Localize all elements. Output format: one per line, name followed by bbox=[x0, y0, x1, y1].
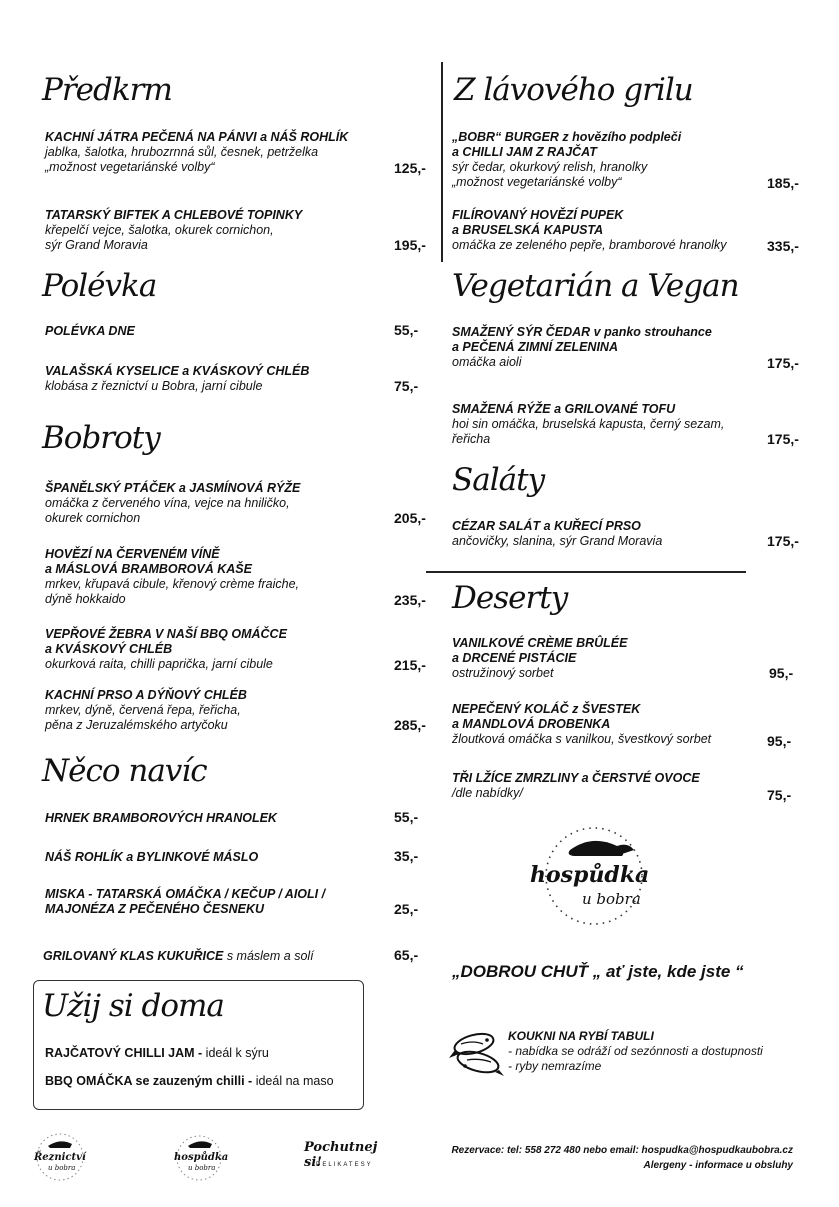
heading-vegetarian-a-vegan: Vegetarián a Vegan bbox=[452, 268, 739, 304]
item-name: GRILOVANÝ KLAS KUKUŘICE bbox=[43, 949, 224, 963]
hospudka-small-logo-sub: u bobra bbox=[188, 1164, 216, 1172]
doma-item-chilli-jam bbox=[45, 1046, 269, 1061]
heading-salaty: Saláty bbox=[452, 462, 545, 498]
fish-board-title: KOUKNI NA RYBÍ TABULI bbox=[508, 1029, 654, 1043]
item-name: POLÉVKA DNE bbox=[45, 324, 135, 338]
menu-item-rohlik bbox=[45, 850, 258, 865]
item-price: 175,- bbox=[767, 533, 799, 549]
heading-deserty: Deserty bbox=[452, 580, 568, 616]
reservation-info bbox=[400, 1143, 793, 1173]
item-price: 335,- bbox=[767, 238, 799, 254]
pochutnej-si-logo-text: Pochutnej si! bbox=[304, 1140, 378, 1170]
item-price: 185,- bbox=[767, 175, 799, 191]
item-price: 55,- bbox=[394, 809, 419, 825]
menu-item-ryze bbox=[452, 402, 724, 447]
menu-item-syr bbox=[452, 325, 712, 370]
menu-item-brulee bbox=[452, 636, 627, 681]
fish-board-line: - ryby nemrazíme bbox=[508, 1059, 602, 1073]
item-desc: pěna z Jeruzalémského artyčoku bbox=[45, 718, 228, 732]
item-name-line2: MAJONÉZA Z PEČENÉHO ČESNEKU bbox=[45, 902, 265, 916]
item-desc: mrkev, dýně, červená řepa, řeřicha, bbox=[45, 703, 241, 717]
item-name: VALAŠSKÁ KYSELICE a KVÁSKOVÝ CHLÉB bbox=[45, 364, 310, 378]
item-price: 175,- bbox=[767, 355, 799, 371]
item-price: 175,- bbox=[767, 431, 799, 447]
item-name: FILÍROVANÝ HOVĚZÍ PUPEK bbox=[452, 208, 624, 222]
item-desc: sýr čedar, okurkový relish, hranolky bbox=[452, 160, 648, 174]
section-divider bbox=[426, 571, 746, 573]
hospudka-small-logo-text: hospůdka bbox=[174, 1152, 229, 1163]
menu-item-kolac bbox=[452, 702, 711, 747]
item-name: NÁŠ ROHLÍK a BYLINKOVÉ MÁSLO bbox=[45, 850, 259, 864]
doma-item-note: ideál na maso bbox=[252, 1074, 334, 1088]
item-desc: /dle nabídky/ bbox=[452, 786, 523, 800]
item-desc: ostružinový sorbet bbox=[452, 666, 554, 680]
menu-item-zmrzlina bbox=[452, 771, 700, 801]
item-price: 215,- bbox=[394, 657, 426, 673]
item-desc: mrkev, křupavá cibule, křenový crème fraiche, bbox=[45, 577, 300, 591]
menu-item-zebra bbox=[45, 627, 287, 672]
menu-item-prso bbox=[45, 688, 247, 733]
reznictvi-logo-text: Řeznictví bbox=[34, 1152, 86, 1163]
item-desc: klobása z řeznictví u Bobra, jarní cibule bbox=[45, 379, 263, 393]
fish-icon bbox=[447, 1024, 505, 1083]
hospudka-small-logo bbox=[168, 1134, 230, 1182]
heading-bobroty: Bobroty bbox=[42, 420, 160, 456]
item-desc: dýně hokkaido bbox=[45, 592, 126, 606]
item-name: NEPEČENÝ KOLÁČ z ŠVESTEK bbox=[452, 702, 641, 716]
menu-item-miska bbox=[45, 887, 325, 917]
doma-item-name: RAJČATOVÝ CHILLI JAM - bbox=[45, 1046, 203, 1060]
item-price: 25,- bbox=[394, 901, 419, 917]
reznictvi-logo bbox=[30, 1132, 90, 1182]
item-desc: sýr Grand Moravia bbox=[45, 238, 148, 252]
item-desc: omáčka z červeného vína, vejce na hniličko, bbox=[45, 496, 290, 510]
item-price: 195,- bbox=[394, 237, 426, 253]
pochutnej-si-logo-sub: DELIKATESY bbox=[316, 1162, 373, 1168]
item-name: VANILKOVÉ CRÈME BRÛLÉE bbox=[452, 636, 628, 650]
item-name-line2: a PEČENÁ ZIMNÍ ZELENINA bbox=[452, 340, 618, 354]
heading-polevka: Polévka bbox=[42, 268, 157, 304]
menu-item-kukurice bbox=[43, 949, 314, 964]
item-name: MISKA - TATARSKÁ OMÁČKA / KEČUP / AIOLI / bbox=[45, 887, 326, 901]
item-price: 95,- bbox=[767, 733, 792, 749]
item-name: SMAŽENÝ SÝR ČEDAR v panko strouhance bbox=[452, 325, 712, 339]
heading-neco-navic: Něco navíc bbox=[42, 753, 207, 789]
item-name-line2: a CHILLI JAM Z RAJČAT bbox=[452, 145, 597, 159]
logo-sub-text: u bobra bbox=[582, 890, 641, 908]
item-desc: hoi sin omáčka, bruselská kapusta, černý sezam, bbox=[452, 417, 725, 431]
item-price: 205,- bbox=[394, 510, 426, 526]
item-price: 125,- bbox=[394, 160, 426, 176]
item-name-line2: a MANDLOVÁ DROBENKA bbox=[452, 717, 611, 731]
item-name: HOVĚZÍ NA ČERVENÉM VÍNĚ bbox=[45, 547, 220, 561]
allergens-note: Alergeny - informace u obsluhy bbox=[643, 1160, 793, 1171]
item-desc: jablka, šalotka, hrubozrnná sůl, česnek, petrželka bbox=[45, 145, 319, 159]
item-name: ŠPANĚLSKÝ PTÁČEK a JASMÍNOVÁ RÝŽE bbox=[45, 481, 301, 495]
menu-item-polevka-dne bbox=[45, 324, 135, 339]
item-desc: řeřicha bbox=[452, 432, 491, 446]
menu-item-cezar bbox=[452, 519, 662, 549]
fish-board-line: - nabídka se odráží od sezónnosti a dostupnosti bbox=[508, 1044, 763, 1058]
menu-item-kachni-jatra bbox=[45, 130, 348, 175]
item-name-line2: a BRUSELSKÁ KAPUSTA bbox=[452, 223, 604, 237]
reservation-contact: Rezervace: tel: 558 272 480 nebo email: hospudka@hospudkaubobra.cz bbox=[451, 1145, 793, 1156]
item-desc: žloutková omáčka s vanilkou, švestkový sorbet bbox=[452, 732, 712, 746]
item-name: TATARSKÝ BIFTEK A CHLEBOVÉ TOPINKY bbox=[45, 208, 303, 222]
menu-item-ptacek bbox=[45, 481, 300, 526]
heading-uzij-si-doma: Užij si doma bbox=[42, 988, 224, 1024]
item-name: „BOBR“ BURGER z hovězího podpleči bbox=[452, 130, 682, 144]
item-desc: omáčka aioli bbox=[452, 355, 522, 369]
item-desc: „možnost vegetariánské volby“ bbox=[452, 175, 622, 189]
item-price: 35,- bbox=[394, 848, 419, 864]
doma-item-name: BBQ OMÁČKA se zauzeným chilli - bbox=[45, 1074, 253, 1088]
item-price: 75,- bbox=[394, 378, 419, 394]
column-divider bbox=[441, 62, 443, 262]
item-name-line2: a KVÁSKOVÝ CHLÉB bbox=[45, 642, 173, 656]
item-price: 65,- bbox=[394, 947, 419, 963]
logo-main-text: hospůdka bbox=[530, 862, 650, 888]
item-price: 75,- bbox=[767, 787, 792, 803]
item-price: 55,- bbox=[394, 322, 419, 338]
item-name: KACHNÍ PRSO A DÝŇOVÝ CHLÉB bbox=[45, 688, 247, 702]
menu-item-pupek bbox=[452, 208, 726, 253]
doma-item-bbq bbox=[45, 1074, 334, 1089]
reznictvi-logo-sub: u bobra bbox=[48, 1164, 76, 1172]
pochutnej-si-logo bbox=[302, 1140, 386, 1174]
item-name-line2: a MÁSLOVÁ BRAMBOROVÁ KAŠE bbox=[45, 562, 252, 576]
item-name-suffix: s máslem a solí bbox=[223, 949, 314, 963]
item-name-line2: a DRCENÉ PISTÁCIE bbox=[452, 651, 577, 665]
item-desc: okurková raita, chilli paprička, jarní cibule bbox=[45, 657, 273, 671]
item-desc: ančovičky, slanina, sýr Grand Moravia bbox=[452, 534, 663, 548]
heading-z-lavoveho-grilu: Z lávového grilu bbox=[454, 72, 693, 108]
item-name: TŘI LŽÍCE ZMRZLINY a ČERSTVÉ OVOCE bbox=[452, 771, 700, 785]
item-desc: okurek cornichon bbox=[45, 511, 141, 525]
menu-item-hovezi bbox=[45, 547, 299, 607]
item-name: VEPŘOVÉ ŽEBRA V NAŠÍ BBQ OMÁČCE bbox=[45, 627, 287, 641]
item-desc: „možnost vegetariánské volby“ bbox=[45, 160, 215, 174]
doma-item-note: ideál k sýru bbox=[202, 1046, 269, 1060]
item-name: KACHNÍ JÁTRA PEČENÁ NA PÁNVI a NÁŠ ROHLÍK bbox=[45, 130, 349, 144]
item-price: 285,- bbox=[394, 717, 426, 733]
menu-item-hranolek bbox=[45, 811, 277, 826]
item-price: 95,- bbox=[769, 665, 794, 681]
menu-item-tatarsky bbox=[45, 208, 302, 253]
menu-item-burger bbox=[452, 130, 681, 190]
item-price: 235,- bbox=[394, 592, 426, 608]
dobrou-chut-slogan: „DOBROU CHUŤ „ ať jste, kde jste “ bbox=[452, 962, 744, 981]
menu-item-kyselice bbox=[45, 364, 309, 394]
item-desc: omáčka ze zeleného pepře, bramborové hranolky bbox=[452, 238, 727, 252]
item-name: SMAŽENÁ RÝŽE a GRILOVANÉ TOFU bbox=[452, 402, 676, 416]
item-desc: křepelčí vejce, šalotka, okurek cornichon, bbox=[45, 223, 274, 237]
hospudka-logo bbox=[522, 822, 672, 930]
heading-predkrm: Předkrm bbox=[42, 72, 172, 108]
fish-board-info bbox=[508, 1029, 763, 1074]
item-name: CÉZAR SALÁT a KUŘECÍ PRSO bbox=[452, 519, 641, 533]
item-name: HRNEK BRAMBOROVÝCH HRANOLEK bbox=[45, 811, 277, 825]
